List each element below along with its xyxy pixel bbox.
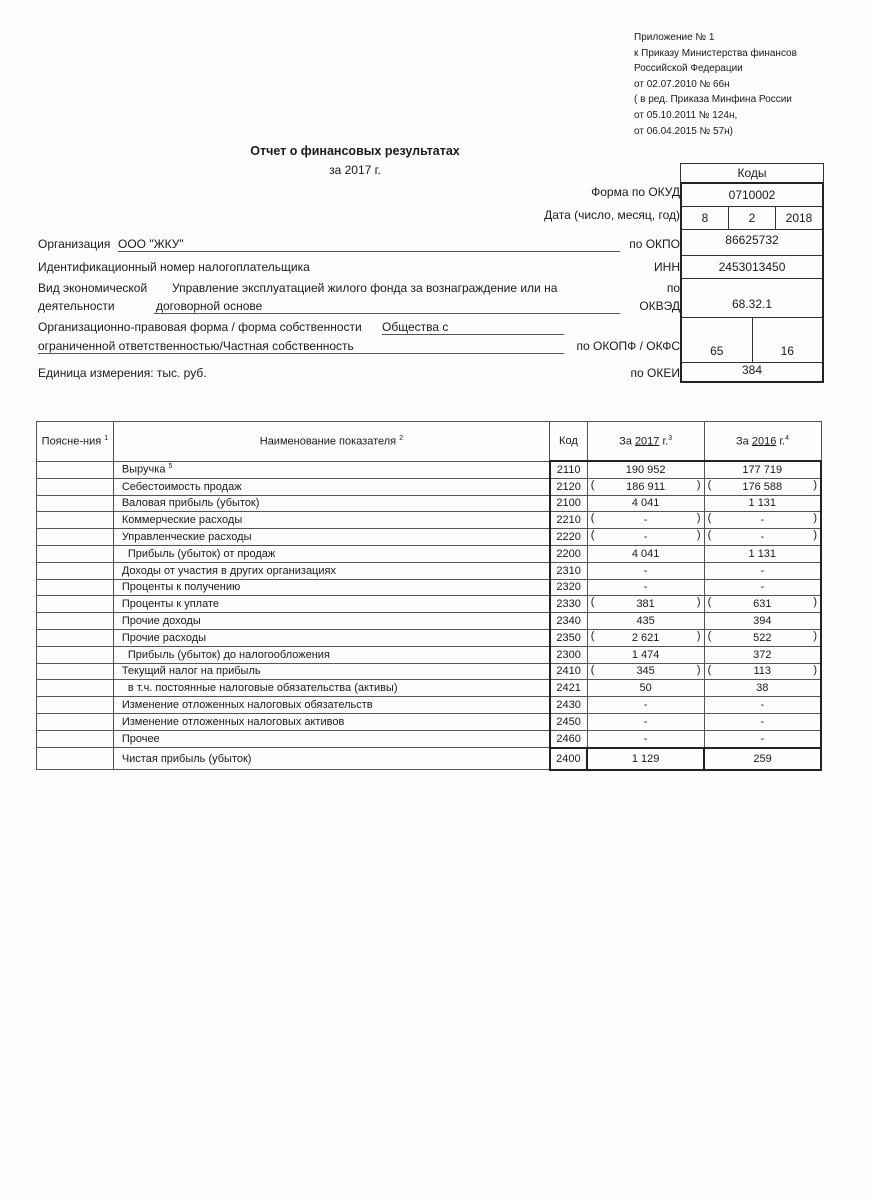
unit-label: Единица измерения: тыс. руб.	[38, 366, 207, 380]
appendix-line: от 05.10.2011 № 124н,	[634, 109, 738, 121]
row-name-text: Доходы от участия в других организациях	[121, 564, 336, 577]
table-header-row	[37, 422, 822, 462]
row-current-text: -	[643, 581, 648, 594]
row-name	[113, 697, 549, 714]
row-previous-text: 38	[756, 682, 769, 695]
row-name-text: Валовая прибыль (убыток)	[121, 497, 260, 510]
row-name	[113, 562, 549, 579]
activity-value-1: Управление эксплуатацией жилого фонда за вознаграждение или на	[172, 281, 558, 295]
paren-open: (	[590, 629, 595, 642]
row-code: 2430	[550, 697, 588, 714]
row-code: 2220	[550, 529, 588, 546]
paren-open: (	[590, 663, 595, 676]
row-current-value	[587, 697, 704, 714]
row-code: 2460	[550, 730, 588, 747]
okei-code: 384	[741, 363, 763, 377]
header-cur-prefix: За	[619, 435, 632, 448]
codes-box	[680, 163, 824, 383]
okfs-code: 16	[780, 344, 794, 358]
date-code	[682, 207, 822, 230]
inn-code: 2453013450	[682, 256, 822, 279]
row-note	[37, 613, 114, 630]
form-label: Организационно-правовая форма / форма собственности	[38, 320, 362, 334]
row-previous-value	[704, 478, 821, 495]
row-note	[37, 495, 114, 512]
row-note	[37, 478, 114, 495]
table-row	[37, 613, 822, 630]
row-previous-value	[704, 613, 821, 630]
header-prev-prefix: За	[736, 435, 749, 448]
header-cur-sup: 3	[668, 434, 673, 442]
row-code: 2100	[550, 495, 588, 512]
row-note	[37, 596, 114, 613]
row-previous-text: 1 131	[748, 547, 777, 560]
row-previous-value	[704, 545, 821, 562]
header-prev-suffix: г.	[779, 435, 786, 448]
row-current-text: 345	[636, 665, 655, 678]
row-current-value	[587, 545, 704, 562]
header-name	[113, 422, 549, 462]
paren-open: (	[707, 529, 712, 542]
header-note-sup: 1	[104, 434, 109, 442]
row-name-text: Проценты к уплате	[121, 598, 219, 611]
row-name	[113, 579, 549, 596]
inn-label: ИНН	[654, 260, 680, 274]
row-note	[37, 512, 114, 529]
row-current-text: -	[643, 514, 648, 527]
paren-close: )	[696, 478, 701, 491]
table-row	[37, 680, 822, 697]
row-current-text: -	[643, 732, 648, 745]
row-code: 2310	[550, 562, 588, 579]
row-current-value	[587, 713, 704, 730]
row-current-text: -	[643, 531, 648, 544]
row-current-text: 4 041	[631, 547, 660, 560]
row-previous-value	[704, 596, 821, 613]
row-name-text: Изменение отложенных налоговых активов	[121, 715, 345, 728]
row-previous-value	[704, 713, 821, 730]
paren-close: )	[813, 512, 817, 525]
row-note	[37, 663, 114, 680]
row-code: 2330	[550, 596, 588, 613]
appendix-line: Российской Федерации	[634, 63, 743, 75]
header-previous-year	[704, 422, 821, 462]
row-code: 2410	[550, 663, 588, 680]
paren-close: )	[813, 478, 817, 491]
row-previous-value	[704, 562, 821, 579]
paren-open: (	[707, 596, 712, 609]
paren-open: (	[590, 478, 595, 491]
row-name	[113, 545, 549, 562]
row-previous-text: -	[760, 699, 765, 712]
row-name	[113, 495, 549, 512]
okved-label-2: ОКВЭД	[639, 299, 680, 313]
activity-label-1: Вид экономической	[38, 281, 148, 295]
row-name-text: Себестоимость продаж	[121, 480, 242, 493]
row-previous-text: 177 719	[742, 463, 783, 476]
table-row	[37, 545, 822, 562]
table-row	[37, 579, 822, 596]
row-previous-value	[704, 697, 821, 714]
row-current-value	[587, 529, 704, 546]
row-name-text: Проценты к получению	[121, 581, 241, 594]
okopf-okfs-code	[682, 318, 822, 363]
row-previous-value	[704, 512, 821, 529]
form-value-1: Общества с	[382, 320, 564, 335]
period-value: 2017 г.	[344, 163, 381, 177]
row-current-value	[587, 596, 704, 613]
table-row	[37, 629, 822, 646]
row-name	[113, 730, 549, 747]
org-label: Организация	[38, 237, 111, 251]
paren-close: )	[696, 596, 701, 609]
row-code: 2200	[550, 545, 588, 562]
row-note	[37, 680, 114, 697]
table-row	[37, 461, 822, 478]
table-row	[37, 495, 822, 512]
paren-close: )	[813, 629, 817, 642]
table-row	[37, 478, 822, 495]
okopf-code: 65	[682, 318, 753, 362]
table-row	[37, 529, 822, 546]
report-title: Отчет о финансовых результатах	[250, 144, 460, 158]
table-row	[37, 562, 822, 579]
row-name-text: Управленческие расходы	[121, 531, 252, 544]
row-current-value	[587, 478, 704, 495]
row-current-text: 4 041	[631, 497, 660, 510]
row-name	[113, 663, 549, 680]
row-name-text: Прочее	[121, 732, 160, 745]
table-row	[37, 646, 822, 663]
row-previous-value	[704, 579, 821, 596]
row-current-value	[587, 663, 704, 680]
row-note	[37, 730, 114, 747]
appendix-line: ( в ред. Приказа Минфина России	[634, 94, 792, 106]
header-name-text: Наименование показателя	[259, 435, 397, 448]
row-current-text: 1 474	[631, 648, 660, 661]
row-note	[37, 697, 114, 714]
row-current-value	[587, 495, 704, 512]
row-note	[37, 461, 114, 478]
row-previous-value	[704, 495, 821, 512]
paren-open: (	[590, 512, 595, 525]
row-previous-value	[704, 461, 821, 478]
row-name	[113, 512, 549, 529]
row-previous-value	[704, 680, 821, 697]
row-name-text: в т.ч. постоянные налоговые обязательства (активы)	[127, 682, 398, 695]
row-name-text: Прибыль (убыток) до налогообложения	[127, 648, 330, 661]
row-code: 2110	[550, 461, 588, 478]
row-name	[113, 478, 549, 495]
row-name	[113, 680, 549, 697]
period-prefix: за	[329, 163, 342, 177]
paren-open: (	[707, 629, 712, 642]
row-current-text: -	[643, 564, 648, 577]
table-row	[37, 512, 822, 529]
paren-close: )	[696, 663, 701, 676]
activity-label-2: деятельности	[38, 299, 115, 313]
row-name-text: Прочие доходы	[121, 615, 201, 628]
paren-open: (	[590, 529, 595, 542]
paren-close: )	[696, 529, 701, 542]
row-note	[37, 545, 114, 562]
row-name	[113, 596, 549, 613]
row-code: 2320	[550, 579, 588, 596]
row-current-value	[587, 629, 704, 646]
paren-open: (	[590, 596, 595, 609]
date-label: Дата (число, месяц, год)	[544, 208, 680, 222]
row-note	[37, 646, 114, 663]
row-code: 2350	[550, 629, 588, 646]
okved-code: 68.32.1	[682, 279, 822, 318]
row-previous-text: -	[760, 564, 765, 577]
date-month: 2	[729, 207, 776, 229]
activity-value-2-text: договорной основе	[156, 299, 263, 313]
row-name	[113, 646, 549, 663]
okpo-code: 86625732	[682, 230, 822, 256]
table-row	[37, 697, 822, 714]
header-code: Код	[550, 422, 588, 462]
paren-close: )	[813, 663, 817, 676]
date-year: 2018	[785, 211, 813, 225]
financial-results-table	[36, 421, 822, 771]
row-previous-value	[704, 529, 821, 546]
row-previous-text: 522	[753, 631, 772, 644]
row-code: 2421	[550, 680, 588, 697]
row-note	[37, 562, 114, 579]
appendix-note	[634, 30, 854, 139]
row-current-value	[587, 613, 704, 630]
header-note	[37, 422, 114, 462]
row-code: 2450	[550, 713, 588, 730]
row-code: 2300	[550, 646, 588, 663]
okpo-label: по ОКПО	[629, 237, 680, 251]
paren-open: (	[707, 512, 712, 525]
appendix-line: от 06.04.2015 № 57н)	[634, 125, 734, 137]
row-current-value	[587, 730, 704, 747]
table-body	[37, 461, 822, 770]
row-name	[113, 461, 549, 478]
okved-label-1: по	[666, 281, 680, 295]
row-previous-value	[704, 730, 821, 747]
row-previous-value	[704, 646, 821, 663]
row-note	[37, 748, 114, 770]
row-name-sup: 5	[168, 463, 173, 471]
okopf-label: по ОКОПФ / ОКФС	[576, 339, 680, 353]
row-current-value	[587, 579, 704, 596]
row-current-value	[587, 646, 704, 663]
row-current-text: 190 952	[625, 463, 666, 476]
activity-value-2	[154, 299, 620, 314]
row-code: 2340	[550, 613, 588, 630]
okei-label: по ОКЕИ	[630, 366, 680, 380]
row-current-value	[587, 512, 704, 529]
row-previous-value	[704, 629, 821, 646]
row-previous-text: 113	[753, 665, 772, 678]
table-row	[37, 713, 822, 730]
row-name	[113, 529, 549, 546]
row-note	[37, 529, 114, 546]
org-value: ООО "ЖКУ"	[118, 237, 620, 252]
table-row	[37, 663, 822, 680]
row-name-text: Прочие расходы	[121, 631, 207, 644]
paren-open: (	[707, 663, 712, 676]
row-name	[113, 713, 549, 730]
row-previous-text: 372	[753, 648, 772, 661]
inn-text: Идентификационный номер налогоплательщика	[38, 260, 310, 274]
row-previous-text: 394	[753, 615, 772, 628]
header-cur-suffix: г.	[662, 435, 669, 448]
header-current-year	[587, 422, 704, 462]
row-code: 2120	[550, 478, 588, 495]
codes-body	[680, 182, 824, 383]
row-previous-text: 631	[753, 598, 772, 611]
row-current-text: 435	[636, 615, 655, 628]
paren-close: )	[696, 512, 701, 525]
paren-close: )	[813, 529, 817, 542]
row-current-text: -	[643, 699, 648, 712]
total-current-value: 1 129	[587, 748, 704, 770]
row-previous-text: -	[760, 715, 765, 728]
row-previous-text: 176 588	[742, 480, 783, 493]
row-current-text: 381	[636, 598, 655, 611]
row-name	[113, 613, 549, 630]
row-name-text: Выручка	[121, 463, 166, 476]
row-code: 2210	[550, 512, 588, 529]
header-cur-year: 2017	[634, 435, 660, 448]
header-prev-sup: 4	[785, 434, 790, 442]
row-current-value	[587, 562, 704, 579]
okud-label: Форма по ОКУД	[591, 185, 680, 199]
row-name-text: Прибыль (убыток) от продаж	[127, 547, 276, 560]
row-previous-text: 1 131	[748, 497, 777, 510]
report-period	[280, 163, 430, 177]
header-prev-year: 2016	[751, 435, 777, 448]
total-code: 2400	[550, 748, 588, 770]
row-previous-text: -	[760, 581, 765, 594]
row-name-text: Изменение отложенных налоговых обязательств	[121, 699, 373, 712]
row-current-value	[587, 461, 704, 478]
total-previous-value: 259	[704, 748, 821, 770]
appendix-line: от 02.07.2010 № 66н	[634, 78, 730, 90]
form-value-2: ограниченной ответственностью/Частная собственность	[38, 339, 564, 354]
row-note	[37, 713, 114, 730]
table-row	[37, 730, 822, 747]
row-current-text: 186 911	[626, 480, 666, 493]
row-current-text: -	[643, 715, 648, 728]
row-note	[37, 629, 114, 646]
paren-close: )	[813, 596, 817, 609]
row-current-text: 2 621	[631, 631, 660, 644]
appendix-line: к Приказу Министерства финансов	[634, 47, 797, 59]
row-note	[37, 579, 114, 596]
paren-open: (	[707, 478, 712, 491]
total-name: Чистая прибыль (убыток)	[113, 748, 549, 770]
okud-code: 0710002	[682, 184, 822, 207]
row-previous-text: -	[760, 531, 765, 544]
header-note-text: Поясне-ния	[41, 435, 102, 448]
table-total-row	[37, 748, 822, 770]
appendix-line: Приложение № 1	[634, 32, 715, 43]
row-previous-text: -	[760, 514, 765, 527]
row-current-text: 50	[639, 682, 652, 695]
table-row	[37, 596, 822, 613]
row-name	[113, 629, 549, 646]
row-previous-text: -	[760, 732, 765, 745]
paren-close: )	[696, 629, 701, 642]
row-name-text: Коммерческие расходы	[121, 514, 243, 527]
codes-header: Коды	[681, 164, 823, 183]
date-day: 8	[682, 207, 729, 229]
row-previous-value	[704, 663, 821, 680]
row-current-value	[587, 680, 704, 697]
header-name-sup: 2	[399, 434, 404, 442]
row-name-text: Текущий налог на прибыль	[121, 665, 261, 678]
